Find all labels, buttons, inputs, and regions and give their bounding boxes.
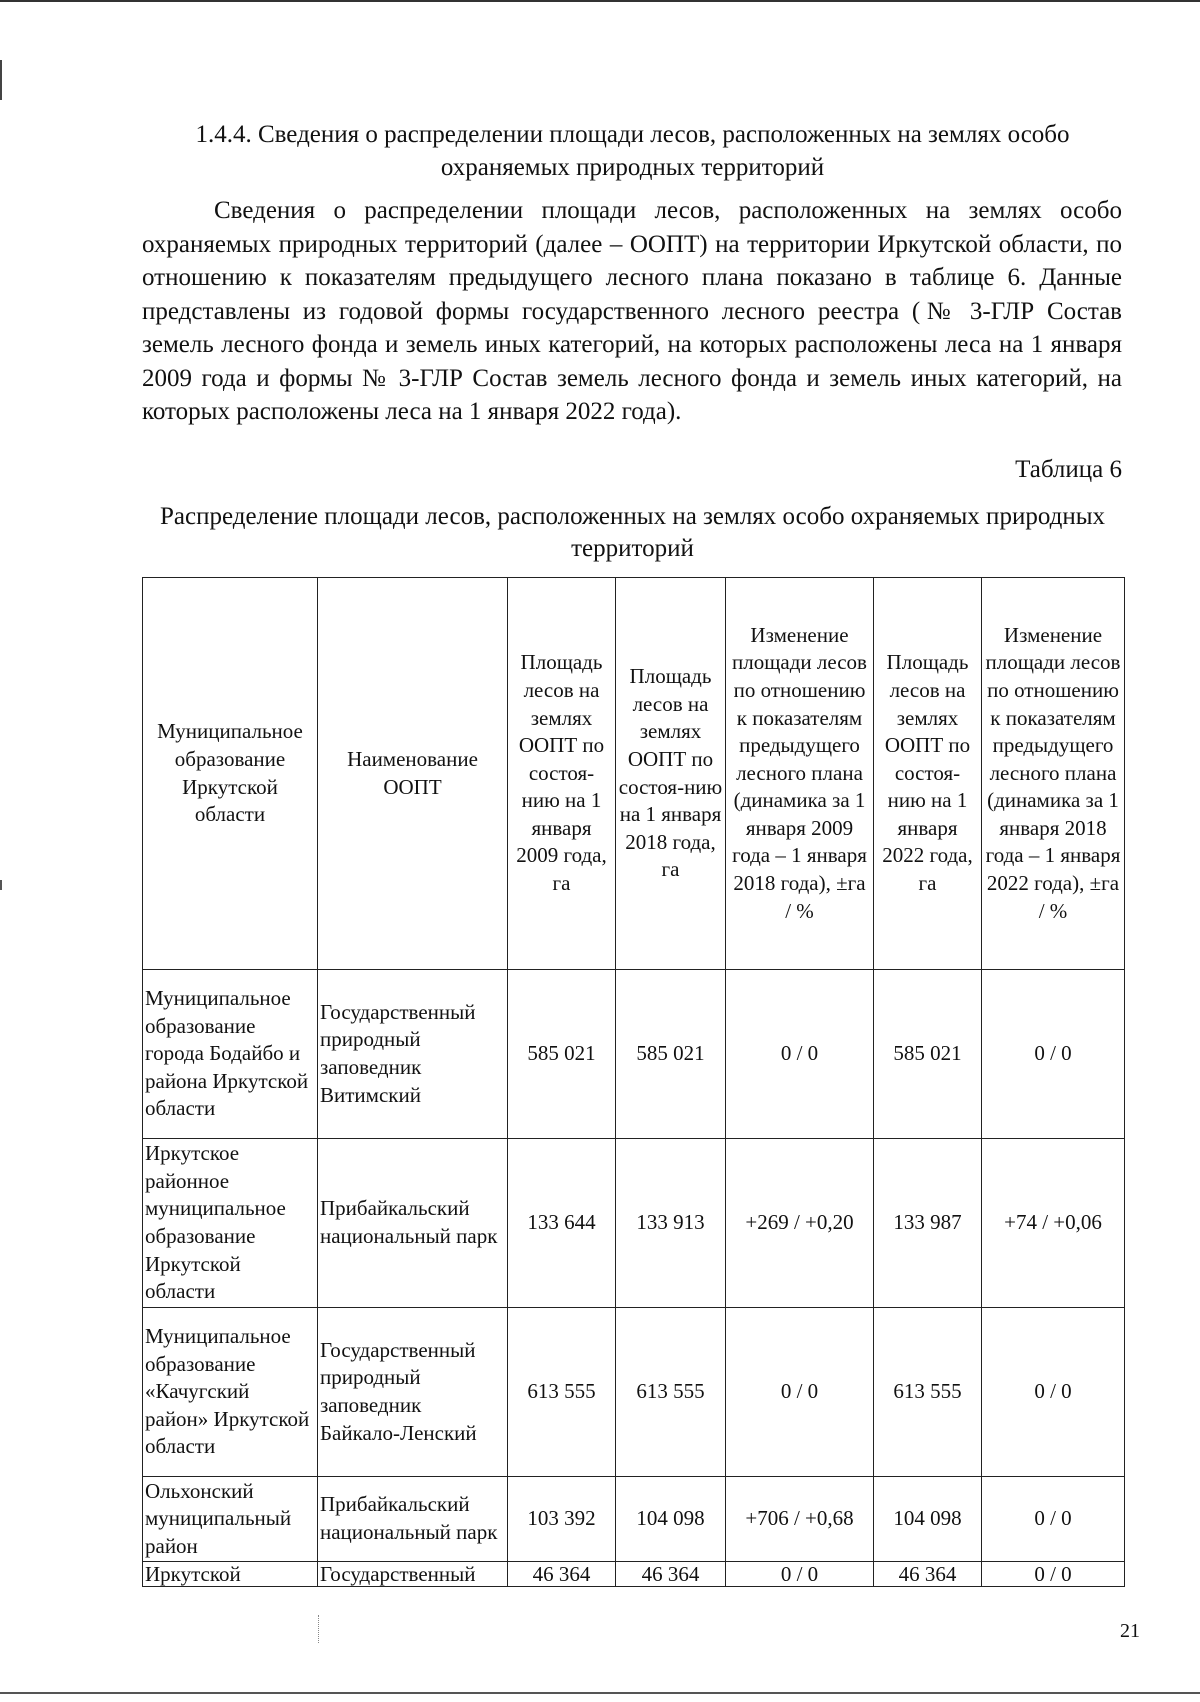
header-area-2018: Площадь лесов на землях ООПТ по состоя-нию на 1 января 2018 года, га	[616, 578, 726, 970]
scan-mark	[318, 1615, 320, 1643]
cell-change-2018-2022: 0 / 0	[982, 970, 1125, 1139]
table-row	[143, 1139, 1125, 1308]
table-row	[143, 970, 1125, 1139]
cell-change-2009-2018: 0 / 0	[726, 970, 874, 1139]
cell-oopt-name: Прибайкальский национальный парк	[318, 1139, 508, 1308]
scan-edge-top	[0, 0, 1200, 2]
cell-change-2009-2018: 0 / 0	[726, 1562, 874, 1587]
header-change-2009-2018: Изменение площади лесов по отношению к показателям предыдущего лесного плана (динамика за 1 января 2009 года – 1 января 2018 года), ±га / %	[726, 578, 874, 970]
cell-municipality: Муниципальное образование города Бодайбо и района Иркутской области	[143, 970, 318, 1139]
cell-oopt-name: Государственный природный заповедник Витимский	[318, 970, 508, 1139]
cell-municipality: Муниципальное образование «Качугский район» Иркутской области	[143, 1308, 318, 1477]
table-row	[143, 1477, 1125, 1562]
cell-area-2009: 133 644	[508, 1139, 616, 1308]
cell-area-2009: 613 555	[508, 1308, 616, 1477]
cell-area-2022: 46 364	[874, 1562, 982, 1587]
header-change-2018-2022: Изменение площади лесов по отношению к показателям предыдущего лесного плана (динамика за 1 января 2018 года – 1 января 2022 года), ±га / %	[982, 578, 1125, 970]
cell-area-2018: 104 098	[616, 1477, 726, 1562]
header-area-2009: Площадь лесов на землях ООПТ по состоя-нию на 1 января 2009 года, га	[508, 578, 616, 970]
cell-change-2018-2022: 0 / 0	[982, 1477, 1125, 1562]
cell-municipality: Иркутское районное муниципальное образование Иркутской области	[143, 1139, 318, 1308]
cell-change-2009-2018: +706 / +0,68	[726, 1477, 874, 1562]
section-heading: 1.4.4. Сведения о распределении площади лесов, расположенных на землях особо охраняемых природных территорий	[195, 121, 1070, 181]
header-area-2022: Площадь лесов на землях ООПТ по состоя-нию на 1 января 2022 года, га	[874, 578, 982, 970]
cell-municipality: Иркутской	[143, 1562, 318, 1587]
scan-edge-bottom	[0, 1692, 1200, 1694]
intro-paragraph: Сведения о распределении площади лесов, расположенных на землях особо охраняемых природных территорий (далее – ООПТ) на территории Иркутской области, по отношению к показателям предыдущего лесного плана показано в таблице 6. Данные представлены из годовой формы государственного лесного реестра (№ 3-ГЛР Состав земель лесного фонда и земель иных категорий, на которых расположены леса на 1 января 2009 года и формы № 3-ГЛР Состав земель лесного фонда и земель иных категорий, на которых расположены леса на 1 января 2022 года).	[142, 197, 1122, 425]
header-municipality: Муниципальное образование Иркутской области	[143, 578, 318, 970]
cell-oopt-name: Прибайкальский национальный парк	[318, 1477, 508, 1562]
cell-change-2009-2018: 0 / 0	[726, 1308, 874, 1477]
cell-area-2018: 46 364	[616, 1562, 726, 1587]
cell-area-2009: 103 392	[508, 1477, 616, 1562]
cell-oopt-name: Государственный природный заповедник Байкало-Ленский	[318, 1308, 508, 1477]
cell-change-2018-2022: 0 / 0	[982, 1308, 1125, 1477]
scan-edge-mark	[0, 60, 2, 100]
cell-area-2018: 585 021	[616, 970, 726, 1139]
table-row	[143, 1308, 1125, 1477]
cell-change-2009-2018: +269 / +0,20	[726, 1139, 874, 1308]
cell-area-2009: 585 021	[508, 970, 616, 1139]
table-label: Таблица 6	[1015, 456, 1122, 483]
cell-area-2022: 585 021	[874, 970, 982, 1139]
table-header-row	[143, 578, 1125, 970]
table-row	[143, 1562, 1125, 1587]
cell-change-2018-2022: 0 / 0	[982, 1562, 1125, 1587]
cell-area-2022: 104 098	[874, 1477, 982, 1562]
cell-area-2022: 613 555	[874, 1308, 982, 1477]
cell-change-2018-2022: +74 / +0,06	[982, 1139, 1125, 1308]
forest-area-table	[142, 577, 1125, 1587]
header-oopt-name: Наименование ООПТ	[318, 578, 508, 970]
cell-area-2018: 133 913	[616, 1139, 726, 1308]
page-number: 21	[1120, 1620, 1140, 1642]
cell-area-2022: 133 987	[874, 1139, 982, 1308]
scan-edge-mark	[0, 880, 2, 890]
cell-municipality: Ольхонский муниципальный район	[143, 1477, 318, 1562]
cell-oopt-name: Государственный	[318, 1562, 508, 1587]
cell-area-2009: 46 364	[508, 1562, 616, 1587]
cell-area-2018: 613 555	[616, 1308, 726, 1477]
table-caption: Распределение площади лесов, расположенных на землях особо охраняемых природных территорий	[160, 503, 1105, 562]
